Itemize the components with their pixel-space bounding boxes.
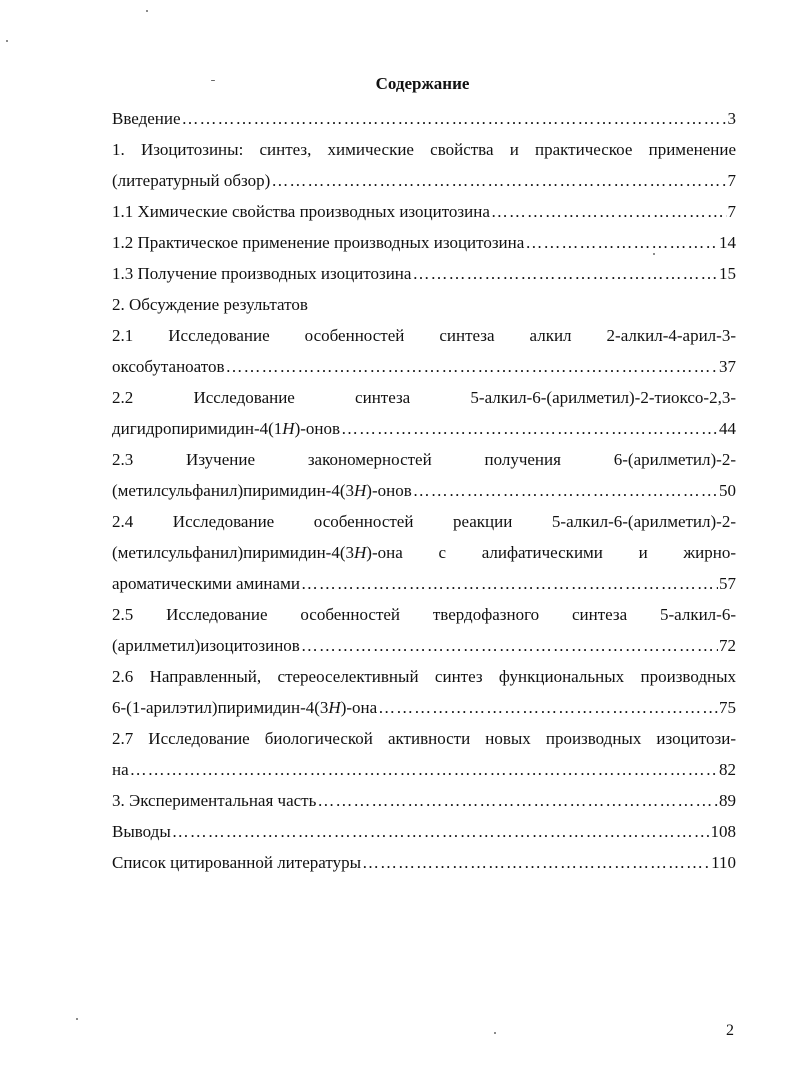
page-number: 2 [726,1022,734,1039]
toc-entry-2-6[interactable] [112,692,736,723]
dot-leader [317,785,718,816]
dot-leader [413,475,718,506]
toc-entry-chapter-1[interactable] [112,165,736,196]
toc-entry-label: 3. Экспериментальная часть [112,791,317,810]
toc-page-number: 72 [719,636,736,655]
toc-entry-chapter-2[interactable] [112,289,736,320]
toc-page-number: 110 [711,853,736,872]
toc-entry-label: (метилсульфанил)пиримидин-4(3H)-онов [112,481,412,500]
dot-leader [301,630,718,661]
toc-entry-2-1[interactable] [112,351,736,382]
toc-entry-label: 1. Изоцитозины: синтез, химические свойства и практическое применение [112,140,736,159]
toc-entry-2-5[interactable] [112,630,736,661]
toc-entry-intro[interactable] [112,103,736,134]
toc-page-number: 7 [727,202,736,221]
toc-entry-label: 1.1 Химические свойства производных изоцитозина [112,202,490,221]
dot-leader [341,413,718,444]
toc-entry-label: 2.5 Исследование особенностей твердофазного синтеза 5-алкил-6- [112,605,736,624]
dot-leader [182,103,727,134]
toc-entry-2-2[interactable] [112,413,736,444]
toc-page-number: 108 [710,822,736,841]
toc-entry-2-3[interactable] [112,475,736,506]
scan-speck [146,10,148,12]
toc-page-number: 89 [719,791,736,810]
toc-entry-label: (арилметил)изоцитозинов [112,636,300,655]
toc-page-number: 82 [719,760,736,779]
toc-entry-label: на [112,760,129,779]
dot-leader [378,692,718,723]
page-title: Содержание [375,74,470,93]
toc-entry-references[interactable] [112,847,736,878]
table-of-contents [112,103,736,878]
dot-leader [226,351,718,382]
toc-entry-chapter-3[interactable] [112,785,736,816]
toc-entry-label: 2.7 Исследование биологической активности новых производных изоцитози- [112,729,736,748]
toc-entry-label: ароматическими аминами [112,574,300,593]
toc-entry-2-7[interactable] [112,754,736,785]
toc-entry-1-1[interactable] [112,196,736,227]
toc-page-number: 7 [727,171,736,190]
dot-leader [271,165,726,196]
toc-entry-label: 1.2 Практическое применение производных изоцитозина [112,233,525,252]
scan-speck [76,1018,78,1020]
toc-entry-label: 2.1 Исследование особенностей синтеза алкил 2-алкил-4-арил-3- [112,326,736,345]
toc-entry-conclusions[interactable] [112,816,736,847]
toc-entry-label: 6-(1-арилэтил)пиримидин-4(3H)-она [112,698,378,717]
toc-entry-label: 2.2 Исследование синтеза 5-алкил-6-(арилметил)-2-тиоксо-2,3- [112,388,736,407]
dot-leader [412,258,718,289]
toc-page-number: 3 [727,109,736,128]
toc-entry-label: 2.3 Изучение закономерностей получения 6-(арилметил)-2- [112,450,736,469]
dot-leader [362,847,710,878]
toc-entry-label: (литературный обзор) [112,171,271,190]
toc-entry-label: 1.3 Получение производных изоцитозина [112,264,412,283]
toc-entry-1-2[interactable] [112,227,736,258]
dot-leader [130,754,718,785]
toc-entry-1-3[interactable] [112,258,736,289]
toc-entry-label: Список цитированной литературы [112,853,361,872]
dot-leader [172,816,710,847]
toc-entry-label: оксобутаноатов [112,357,225,376]
dot-leader [525,227,718,258]
toc-entry-label: 2.4 Исследование особенностей реакции 5-алкил-6-(арилметил)-2- [112,512,736,531]
dot-leader [491,196,727,227]
toc-entry-label: дигидропиримидин-4(1H)-онов [112,419,341,438]
toc-entry-label: Выводы [112,822,171,841]
scan-speck [6,40,8,42]
toc-entry-label: (метилсульфанил)пиримидин-4(3H)-она с алифатическими и жирно- [112,543,736,562]
toc-page-number: 14 [719,233,736,252]
toc-page-number: 44 [719,419,736,438]
toc-page-number: 37 [719,357,736,376]
dot-leader [301,568,718,599]
toc-page-number: 15 [719,264,736,283]
toc-entry-2-4[interactable] [112,568,736,599]
toc-page-number: 50 [719,481,736,500]
toc-entry-label: Введение [112,109,181,128]
toc-page-number: 75 [719,698,736,717]
toc-entry-label: 2. Обсуждение результатов [112,295,308,314]
toc-page-number: 57 [719,574,736,593]
scan-speck [494,1032,496,1034]
toc-entry-label: 2.6 Направленный, стереоселективный синтез функциональных производных [112,667,736,686]
